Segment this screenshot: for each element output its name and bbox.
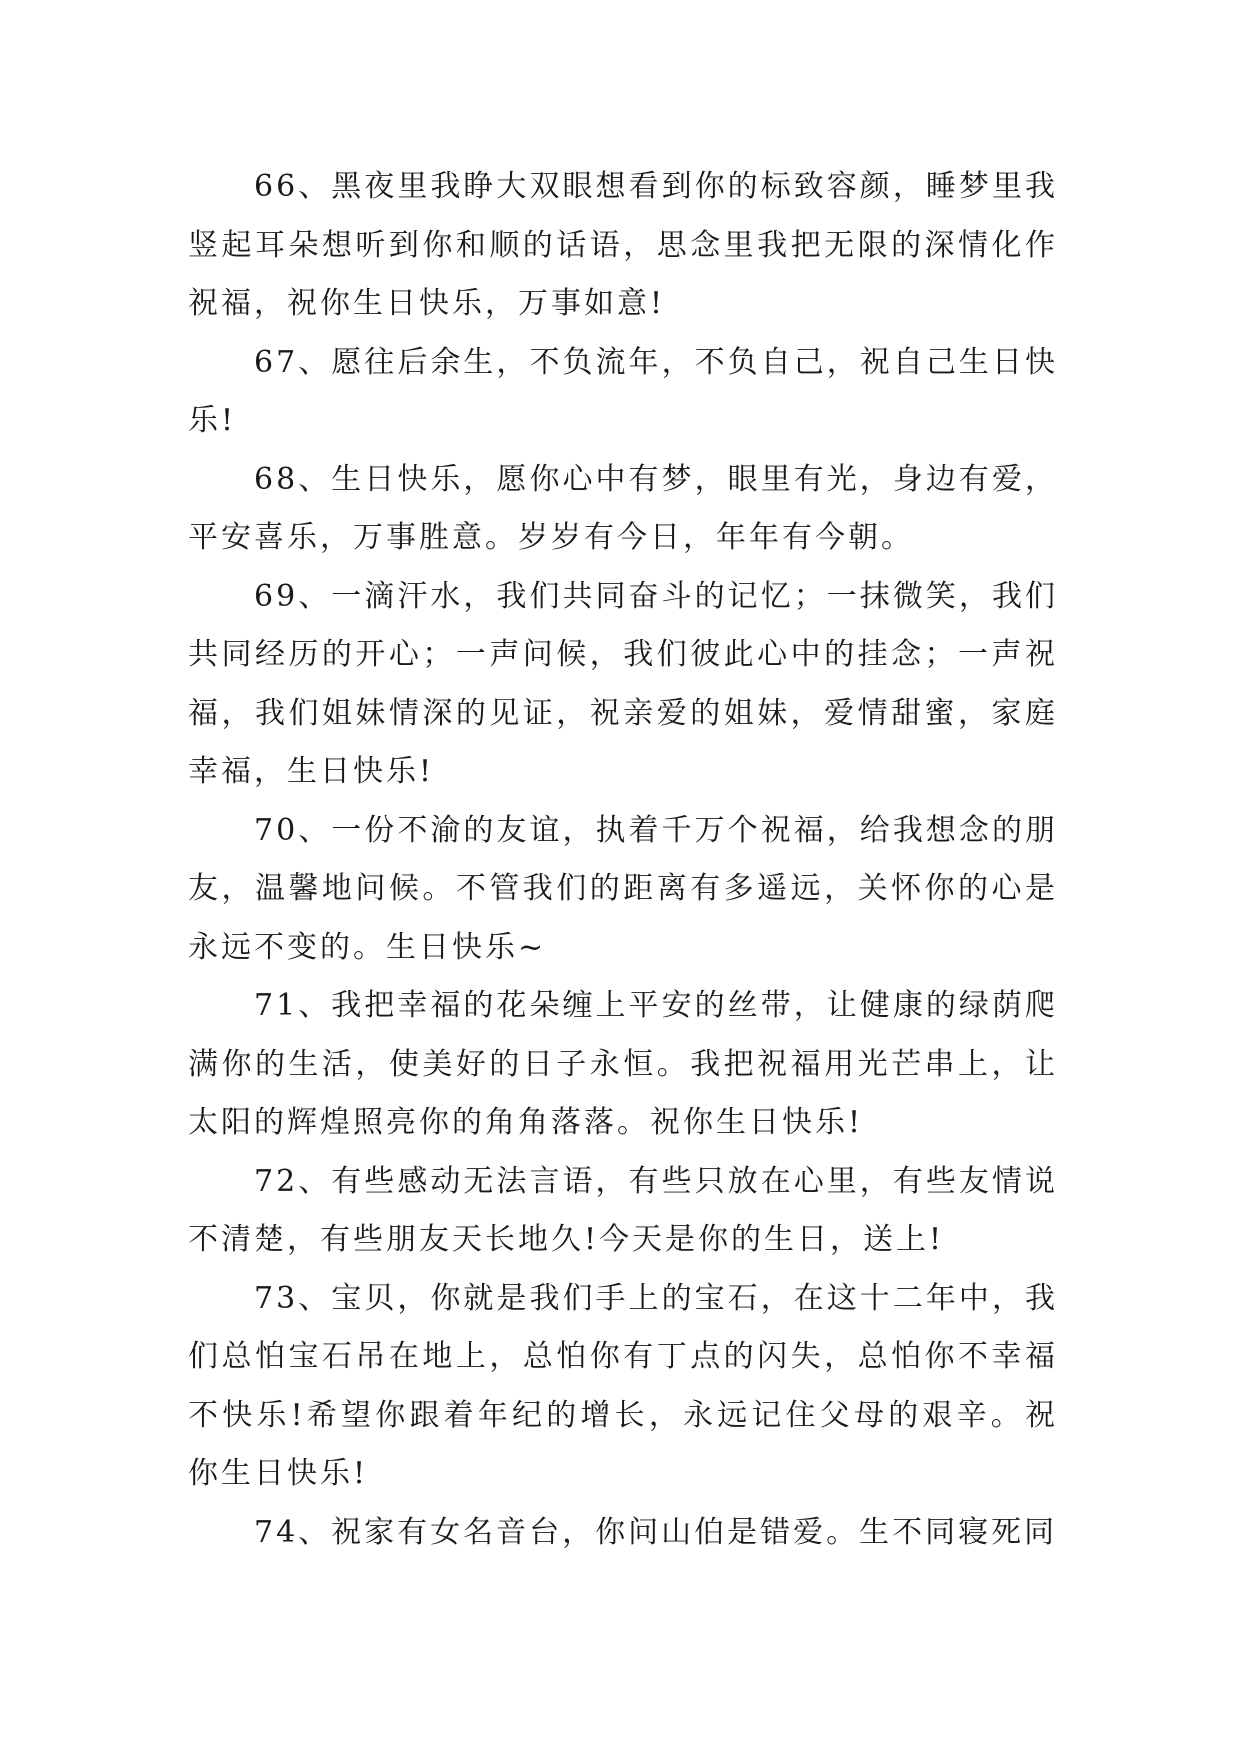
paragraph-67: 67、愿往后余生，不负流年，不负自己，祝自己生日快乐! [188,344,1058,438]
paragraph-74: 74、祝家有女名音台，你问山伯是错爱。生不同寝死同 [254,1514,1058,1550]
paragraph-66: 66、黑夜里我睁大双眼想看到你的标致容颜，睡梦里我竖起耳朵想听到你和顺的话语，思念里我把无限的深情化作祝福，祝你生日快乐，万事如意! [188,169,1058,321]
paragraph-72: 72、有些感动无法言语，有些只放在心里，有些友情说不清楚，有些朋友天长地久!今天是你的生日，送上! [188,1163,1058,1257]
paragraph-73: 73、宝贝，你就是我们手上的宝石，在这十二年中，我们总怕宝石吊在地上，总怕你有丁点的闪失，总怕你不幸福不快乐!希望你跟着年纪的增长，永远记住父母的艰辛。祝你生日快乐! [188,1280,1058,1491]
paragraph-69: 69、一滴汗水，我们共同奋斗的记忆；一抹微笑，我们共同经历的开心；一声问候，我们彼此心中的挂念；一声祝福，我们姐妹情深的见证，祝亲爱的姐妹，爱情甜蜜，家庭幸福，生日快乐! [188,578,1058,789]
paragraph-68: 68、生日快乐，愿你心中有梦，眼里有光，身边有爱，平安喜乐，万事胜意。岁岁有今日，年年有今朝。 [188,461,1058,555]
document-body [188,158,1058,1562]
paragraph-70: 70、一份不渝的友谊，执着千万个祝福，给我想念的朋友，温馨地问候。不管我们的距离有多遥远，关怀你的心是永远不变的。生日快乐~ [188,812,1058,965]
paragraph-71: 71、我把幸福的花朵缠上平安的丝带，让健康的绿荫爬满你的生活，使美好的日子永恒。我把祝福用光芒串上，让太阳的辉煌照亮你的角角落落。祝你生日快乐! [188,988,1058,1140]
